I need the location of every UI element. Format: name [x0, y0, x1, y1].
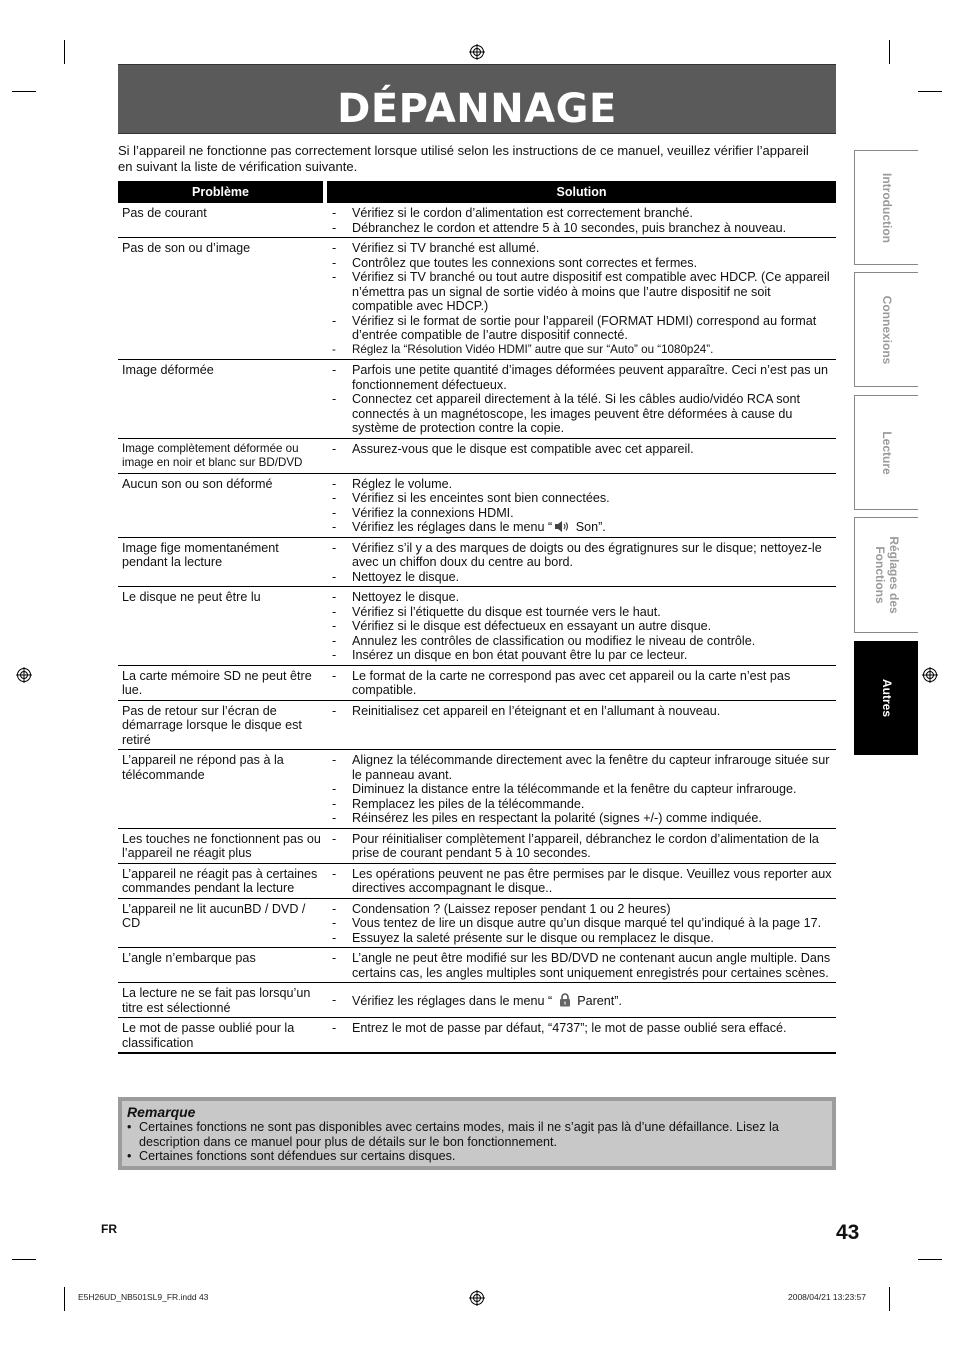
solution-item: - Nettoyez le disque. [332, 570, 832, 585]
solution-cell [326, 1018, 836, 1054]
table-header-row [118, 181, 836, 203]
title-banner [118, 64, 836, 134]
footer-timestamp: 2008/04/21 13:23:57 [788, 1292, 866, 1302]
header-solution: Solution [326, 181, 836, 203]
crop-mark [12, 1259, 36, 1260]
header-problem: Problème [118, 181, 326, 203]
problem-cell: Le disque ne peut être lu [118, 587, 326, 666]
problem-cell: Pas de son ou d’image [118, 238, 326, 360]
table-row [118, 948, 836, 983]
problem-cell: Le mot de passe oublié pour la classification [118, 1018, 326, 1054]
problem-cell: Pas de retour sur l’écran de démarrage lorsque le disque est retiré [118, 701, 326, 751]
solution-cell [326, 864, 836, 899]
table-row [118, 666, 836, 701]
solution-cell [326, 238, 836, 360]
solution-item: - Les opérations peuvent ne pas être permises par le disque. Veuillez vous reporter aux directives accompagnant le disque.. [332, 867, 832, 896]
solution-cell [326, 360, 836, 439]
problem-cell: Aucun son ou son déformé [118, 474, 326, 538]
registration-mark-icon [469, 1290, 485, 1306]
intro-paragraph: Si l’appareil ne fonctionne pas correctement lorsque utilisé selon les instructions de ce manuel, veuillez vérifier l’appareil en suivant la liste de vérification suivante. [118, 143, 809, 174]
problem-cell: L’appareil ne répond pas à la télécommande [118, 750, 326, 829]
problem-cell: La lecture ne se fait pas lorsqu’un titre est sélectionné [118, 983, 326, 1018]
menu-text: Parent”. [573, 993, 622, 1008]
problem-cell: Pas de courant [118, 203, 326, 238]
page-language: FR [101, 1222, 117, 1236]
registration-mark-icon [16, 667, 32, 683]
problem-cell: L’appareil ne lit aucunBD / DVD / CD [118, 899, 326, 949]
menu-text: Son”. [572, 520, 606, 534]
side-tab-label: Connexions [879, 295, 894, 364]
solution-item: - Entrez le mot de passe par défaut, “4737”; le mot de passe oublié sera effacé. [332, 1021, 832, 1036]
solution-item: - Vous tentez de lire un disque autre qu’un disque marqué tel qu’indiqué à la page 17. [332, 916, 832, 931]
problem-cell: Image fige momentanément pendant la lecture [118, 538, 326, 588]
solution-item: - Vérifiez si les enceintes sont bien connectées. [332, 491, 832, 506]
solution-item: - Débranchez le cordon et attendre 5 à 10 secondes, puis branchez à nouveau. [332, 221, 832, 236]
solution-cell [326, 587, 836, 666]
solution-item: - Vérifiez si TV branché est allumé. [332, 241, 832, 256]
lock-icon [558, 993, 572, 1007]
crop-mark [918, 91, 942, 92]
solution-cell [326, 948, 836, 983]
side-tab-connexions [854, 272, 918, 387]
table-row [118, 750, 836, 829]
solution-item: - Vérifiez si le cordon d’alimentation est correctement branché. [332, 206, 832, 221]
note-box [118, 1097, 836, 1170]
crop-mark [64, 40, 65, 64]
solution-item: - Vérifiez la connexions HDMI. [332, 506, 832, 521]
problem-cell: L’appareil ne réagit pas à certaines commandes pendant la lecture [118, 864, 326, 899]
solution-item: - Condensation ? (Laissez reposer pendant 1 ou 2 heures) [332, 902, 832, 917]
solution-cell [326, 750, 836, 829]
solution-cell [326, 203, 836, 238]
solution-item: - Alignez la télécommande directement avec la fenêtre du capteur infrarouge située sur le panneau avant. [332, 753, 832, 782]
problem-cell: La carte mémoire SD ne peut être lue. [118, 666, 326, 701]
table-row [118, 238, 836, 360]
solution-cell [326, 439, 836, 474]
problem-cell: Les touches ne fonctionnent pas ou l’appareil ne réagit plus [118, 829, 326, 864]
side-tab-introduction [854, 150, 918, 265]
solution-item: - Essuyez la saleté présente sur le disque ou remplacez le disque. [332, 931, 832, 946]
solution-cell [326, 538, 836, 588]
solution-item: - Contrôlez que toutes les connexions sont correctes et fermes. [332, 256, 832, 271]
solution-item: - Diminuez la distance entre la télécommande et la fenêtre du capteur infrarouge. [332, 782, 832, 797]
table-row [118, 899, 836, 949]
footer-filename: E5H26UD_NB501SL9_FR.indd 43 [78, 1292, 209, 1302]
table-row [118, 360, 836, 439]
table-row [118, 538, 836, 588]
note-content [122, 1101, 832, 1166]
solution-cell [326, 899, 836, 949]
side-tab-reglages-des-fonctions [854, 517, 918, 633]
table-row [118, 203, 836, 238]
note-list [127, 1120, 826, 1164]
side-tab-lecture [854, 395, 918, 510]
solution-cell [326, 983, 836, 1018]
problem-cell: L’angle n’embarque pas [118, 948, 326, 983]
solution-item: - Insérez un disque en bon état pouvant être lu par ce lecteur. [332, 648, 832, 663]
table-row [118, 587, 836, 666]
table-row [118, 864, 836, 899]
solution-item: - Vérifiez si TV branché ou tout autre dispositif est compatible avec HDCP. (Ce appareil n’émettra pas un signal de sortie vidéo à moins que l’autre dispositif ne soit compatible avec HDCP.) [332, 270, 832, 314]
crop-mark [918, 1259, 942, 1260]
solution-item: - Le format de la carte ne correspond pas avec cet appareil ou la carte n’est pas compatible. [332, 669, 832, 698]
crop-mark [12, 91, 36, 92]
crop-mark [64, 1287, 65, 1311]
solution-item: - Parfois une petite quantité d’images déformées peuvent apparaître. Ceci n’est pas un fonctionnement défectueux. [332, 363, 832, 392]
crop-mark [889, 40, 890, 64]
solution-item: - Pour réinitialiser complètement l’appareil, débranchez le cordon d’alimentation de la prise de courant pendant 5 à 10 secondes. [332, 832, 832, 861]
solution-item: - Vérifiez s’il y a des marques de doigts ou des égratignures sur le disque; nettoyez-le avec un chiffon doux du centre au bord. [332, 541, 832, 570]
solution-item: - L’angle ne peut être modifié sur les BD/DVD ne contenant aucun angle multiple. Dans certains cas, les angles multiples sont uniquement enregistrés pour certaines scènes. [332, 951, 832, 980]
problem-cell: Image complètement déformée ou image en noir et blanc sur BD/DVD [118, 439, 326, 474]
side-tab-label: Introduction [879, 172, 894, 243]
solution-cell [326, 829, 836, 864]
table-row [118, 983, 836, 1018]
solution-item: - Assurez-vous que le disque est compatible avec cet appareil. [332, 442, 832, 457]
solution-item: - Vérifiez si le format de sortie pour l’appareil (FORMAT HDMI) correspond au format d’entrée compatible de l’autre dispositif connecté. [332, 314, 832, 343]
table-row [118, 829, 836, 864]
speaker-sound-icon [554, 520, 570, 533]
side-tab-label: Réglages des Fonctions [872, 536, 901, 614]
solution-item: - Réglez la “Résolution Vidéo HDMI” autre que sur “Auto” ou “1080p24”. [332, 343, 832, 358]
solution-item: - Connectez cet appareil directement à la télé. Si les câbles audio/vidéo RCA sont connectés à un magnétoscope, les images peuvent être déformées à cause du système de protection contre la copie. [332, 392, 832, 436]
registration-mark-icon [469, 44, 485, 60]
solution-cell [326, 666, 836, 701]
solution-cell [326, 701, 836, 751]
page-title: DÉPANNAGE [337, 86, 617, 132]
menu-text: Vérifiez les réglages dans le menu “ [352, 520, 553, 534]
problem-cell: Image déformée [118, 360, 326, 439]
solution-item: - Réinsérez les piles en respectant la polarité (signes +/-) comme indiquée. [332, 811, 832, 826]
page-number: 43 [836, 1221, 860, 1244]
table-row [118, 701, 836, 751]
solution-item: - Vérifiez si le disque est défectueux en essayant un autre disque. [332, 619, 832, 634]
note-item: • Certaines fonctions sont défendues sur certains disques. [127, 1149, 826, 1164]
table-row [118, 1018, 836, 1054]
troubleshooting-table [118, 181, 836, 1054]
side-tab-autres [854, 641, 918, 755]
solution-item: - Reinitialisez cet appareil en l’éteignant et en l’allumant à nouveau. [332, 704, 832, 719]
crop-mark [889, 1287, 890, 1311]
solution-item-son-menu [332, 520, 832, 535]
note-heading: Remarque [127, 1104, 196, 1120]
menu-text: Vérifiez les réglages dans le menu “ [352, 993, 556, 1008]
solution-item: - Nettoyez le disque. [332, 590, 832, 605]
note-item: • Certaines fonctions ne sont pas disponibles avec certains modes, mais il ne s’agit pas là d’une défaillance. Lisez la description dans ce manuel pour plus de détails sur le bon fonctionnement. [127, 1120, 826, 1149]
solution-item: - Vérifiez si l’étiquette du disque est tournée vers le haut. [332, 605, 832, 620]
solution-cell [326, 474, 836, 538]
side-tab-label: Autres [879, 678, 894, 718]
table-row [118, 439, 836, 474]
solution-item: - Annulez les contrôles de classification ou modifiez le niveau de contrôle. [332, 634, 832, 649]
solution-item: - Remplacez les piles de la télécommande. [332, 797, 832, 812]
solution-item-parent-menu [332, 993, 832, 1009]
side-tab-label: Lecture [879, 430, 894, 475]
solution-item: - Réglez le volume. [332, 477, 832, 492]
registration-mark-icon [922, 667, 938, 683]
table-row [118, 474, 836, 538]
